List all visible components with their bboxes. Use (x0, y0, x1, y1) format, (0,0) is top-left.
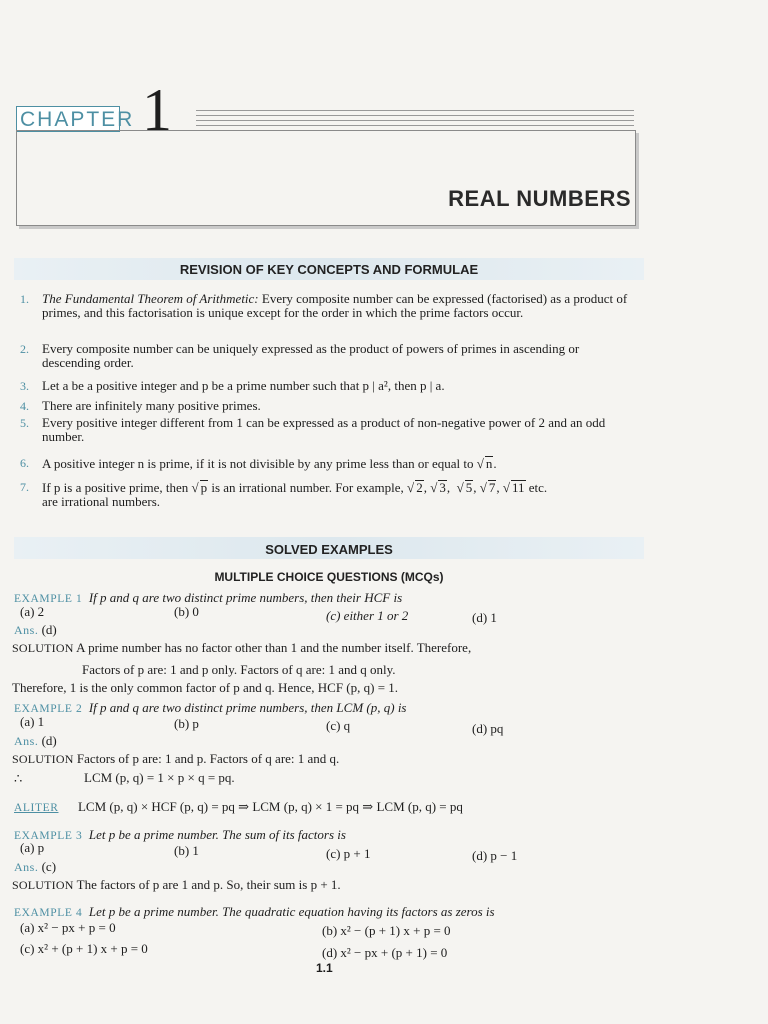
sqrt-n: √ n (477, 456, 494, 471)
sqrt-5: √ 5 (457, 480, 474, 495)
example-4-option-b: (b) x² − (p + 1) x + p = 0 (322, 923, 451, 938)
item-text: Every positive integer different from 1 can be expressed as a product of non-negative power of 2 and an odd number. (42, 415, 606, 444)
item-text: Every composite number can be uniquely expressed as the product of powers of primes in ascending or descending order. (42, 341, 580, 370)
example-1-solution: SOLUTION A prime number has no factor other than 1 and the number itself. Therefore, (12, 640, 472, 655)
solved-heading: SOLVED EXAMPLES (265, 542, 393, 557)
item-number: 2. (20, 342, 29, 356)
concept-item-2 (20, 342, 640, 370)
sqrt-11: √ 11 (503, 480, 526, 495)
example-4-option-a: (a) x² − px + p = 0 (20, 920, 116, 935)
concept-item-4 (20, 399, 640, 413)
item-number: 3. (20, 379, 29, 393)
concept-item-3 (20, 379, 640, 393)
sqrt-3: √ 3 (430, 480, 447, 495)
item-number: 1. (20, 292, 29, 306)
item-text: There are infinitely many positive primes. (42, 398, 261, 413)
example-3-option-b: (b) 1 (174, 843, 199, 858)
example-1-answer: Ans. (d) (14, 622, 57, 637)
example-2-solution: SOLUTION Factors of p are: 1 and p. Factors of q are: 1 and q. (12, 751, 340, 766)
concept-item-6 (20, 456, 640, 471)
sqrt-2: √ 2 (407, 480, 424, 495)
item-text: If p is a positive prime, then √ p is an irrational number. For example, √ 2, √ 3, √ 5, √ 7, √ 11 etc. are irrational numbers. (42, 480, 640, 509)
example-2-answer: Ans. (d) (14, 733, 57, 748)
item-number: 4. (20, 399, 29, 413)
example-2-question: EXAMPLE 2 If p and q are two distinct prime numbers, then LCM (p, q) is (14, 700, 407, 715)
example-1-solution-line3: Therefore, 1 is the only common factor of p and q. Hence, HCF (p, q) = 1. (12, 680, 399, 695)
concept-item-7 (20, 480, 640, 509)
sqrt-p: √ p (191, 480, 208, 495)
example-1-option-b: (b) 0 (174, 604, 199, 619)
example-2-option-d: (d) pq (472, 721, 504, 736)
chapter-label: CHAPTER (16, 106, 120, 132)
example-4-question: EXAMPLE 4 Let p be a prime number. The quadratic equation having its factors as zeros is (14, 904, 495, 919)
concept-item-5 (20, 416, 640, 444)
example-2-option-b: (b) p (174, 716, 199, 731)
page-number: 1.1 (316, 961, 333, 975)
example-3-option-c: (c) p + 1 (326, 846, 371, 861)
therefore-symbol: ∴ (14, 771, 23, 786)
example-3-solution: SOLUTION The factors of p are 1 and p. So, their sum is p + 1. (12, 877, 341, 892)
example-4-option-d: (d) x² − px + (p + 1) = 0 (322, 945, 448, 960)
example-2-solution-line2: LCM (p, q) = 1 × p × q = pq. (84, 770, 235, 785)
example-3-answer: Ans. (c) (14, 859, 57, 874)
example-1-option-c: (c) either 1 or 2 (326, 608, 409, 623)
concept-item-1 (20, 292, 640, 320)
example-3-option-d: (d) p − 1 (472, 848, 518, 863)
example-1-question: EXAMPLE 1 If p and q are two distinct prime numbers, then their HCF is (14, 590, 403, 605)
example-1-option-a: (a) 2 (20, 604, 45, 619)
example-1-solution-line2: Factors of p are: 1 and p only. Factors of q are: 1 and q only. (82, 662, 396, 677)
item-text: A positive integer n is prime, if it is not divisible by any prime less than or equal to √ n. (42, 456, 640, 471)
item-text: Let a be a positive integer and p be a prime number such that p | a², then p | a. (42, 378, 445, 393)
example-2-option-c: (c) q (326, 718, 351, 733)
aliter-line: ALITER LCM (p, q) × HCF (p, q) = pq ⇒ LCM (p, q) × 1 = pq ⇒ LCM (p, q) = pq (14, 799, 463, 814)
item-text: The Fundamental Theorem of Arithmetic: Every composite number can be expressed (factorised) as a product of primes, and this factorisation is unique except for the order in which the prime factors occur. (42, 291, 628, 320)
chapter-title: REAL NUMBERS (448, 186, 631, 211)
example-3-question: EXAMPLE 3 Let p be a prime number. The sum of its factors is (14, 827, 346, 842)
item-number: 5. (20, 416, 29, 430)
example-4-option-c: (c) x² + (p + 1) x + p = 0 (20, 941, 148, 956)
mcq-subheading: MULTIPLE CHOICE QUESTIONS (MCQs) (214, 570, 444, 584)
sqrt-7: √ 7 (480, 480, 497, 495)
chapter-number: 1 (142, 77, 172, 143)
example-2-option-a: (a) 1 (20, 714, 45, 729)
header-rules (196, 110, 634, 130)
item-number: 6. (20, 456, 29, 470)
revision-heading: REVISION OF KEY CONCEPTS AND FORMULAE (179, 262, 479, 277)
example-3-option-a: (a) p (20, 840, 45, 855)
example-1-option-d: (d) 1 (472, 610, 497, 625)
item-number: 7. (20, 480, 29, 494)
